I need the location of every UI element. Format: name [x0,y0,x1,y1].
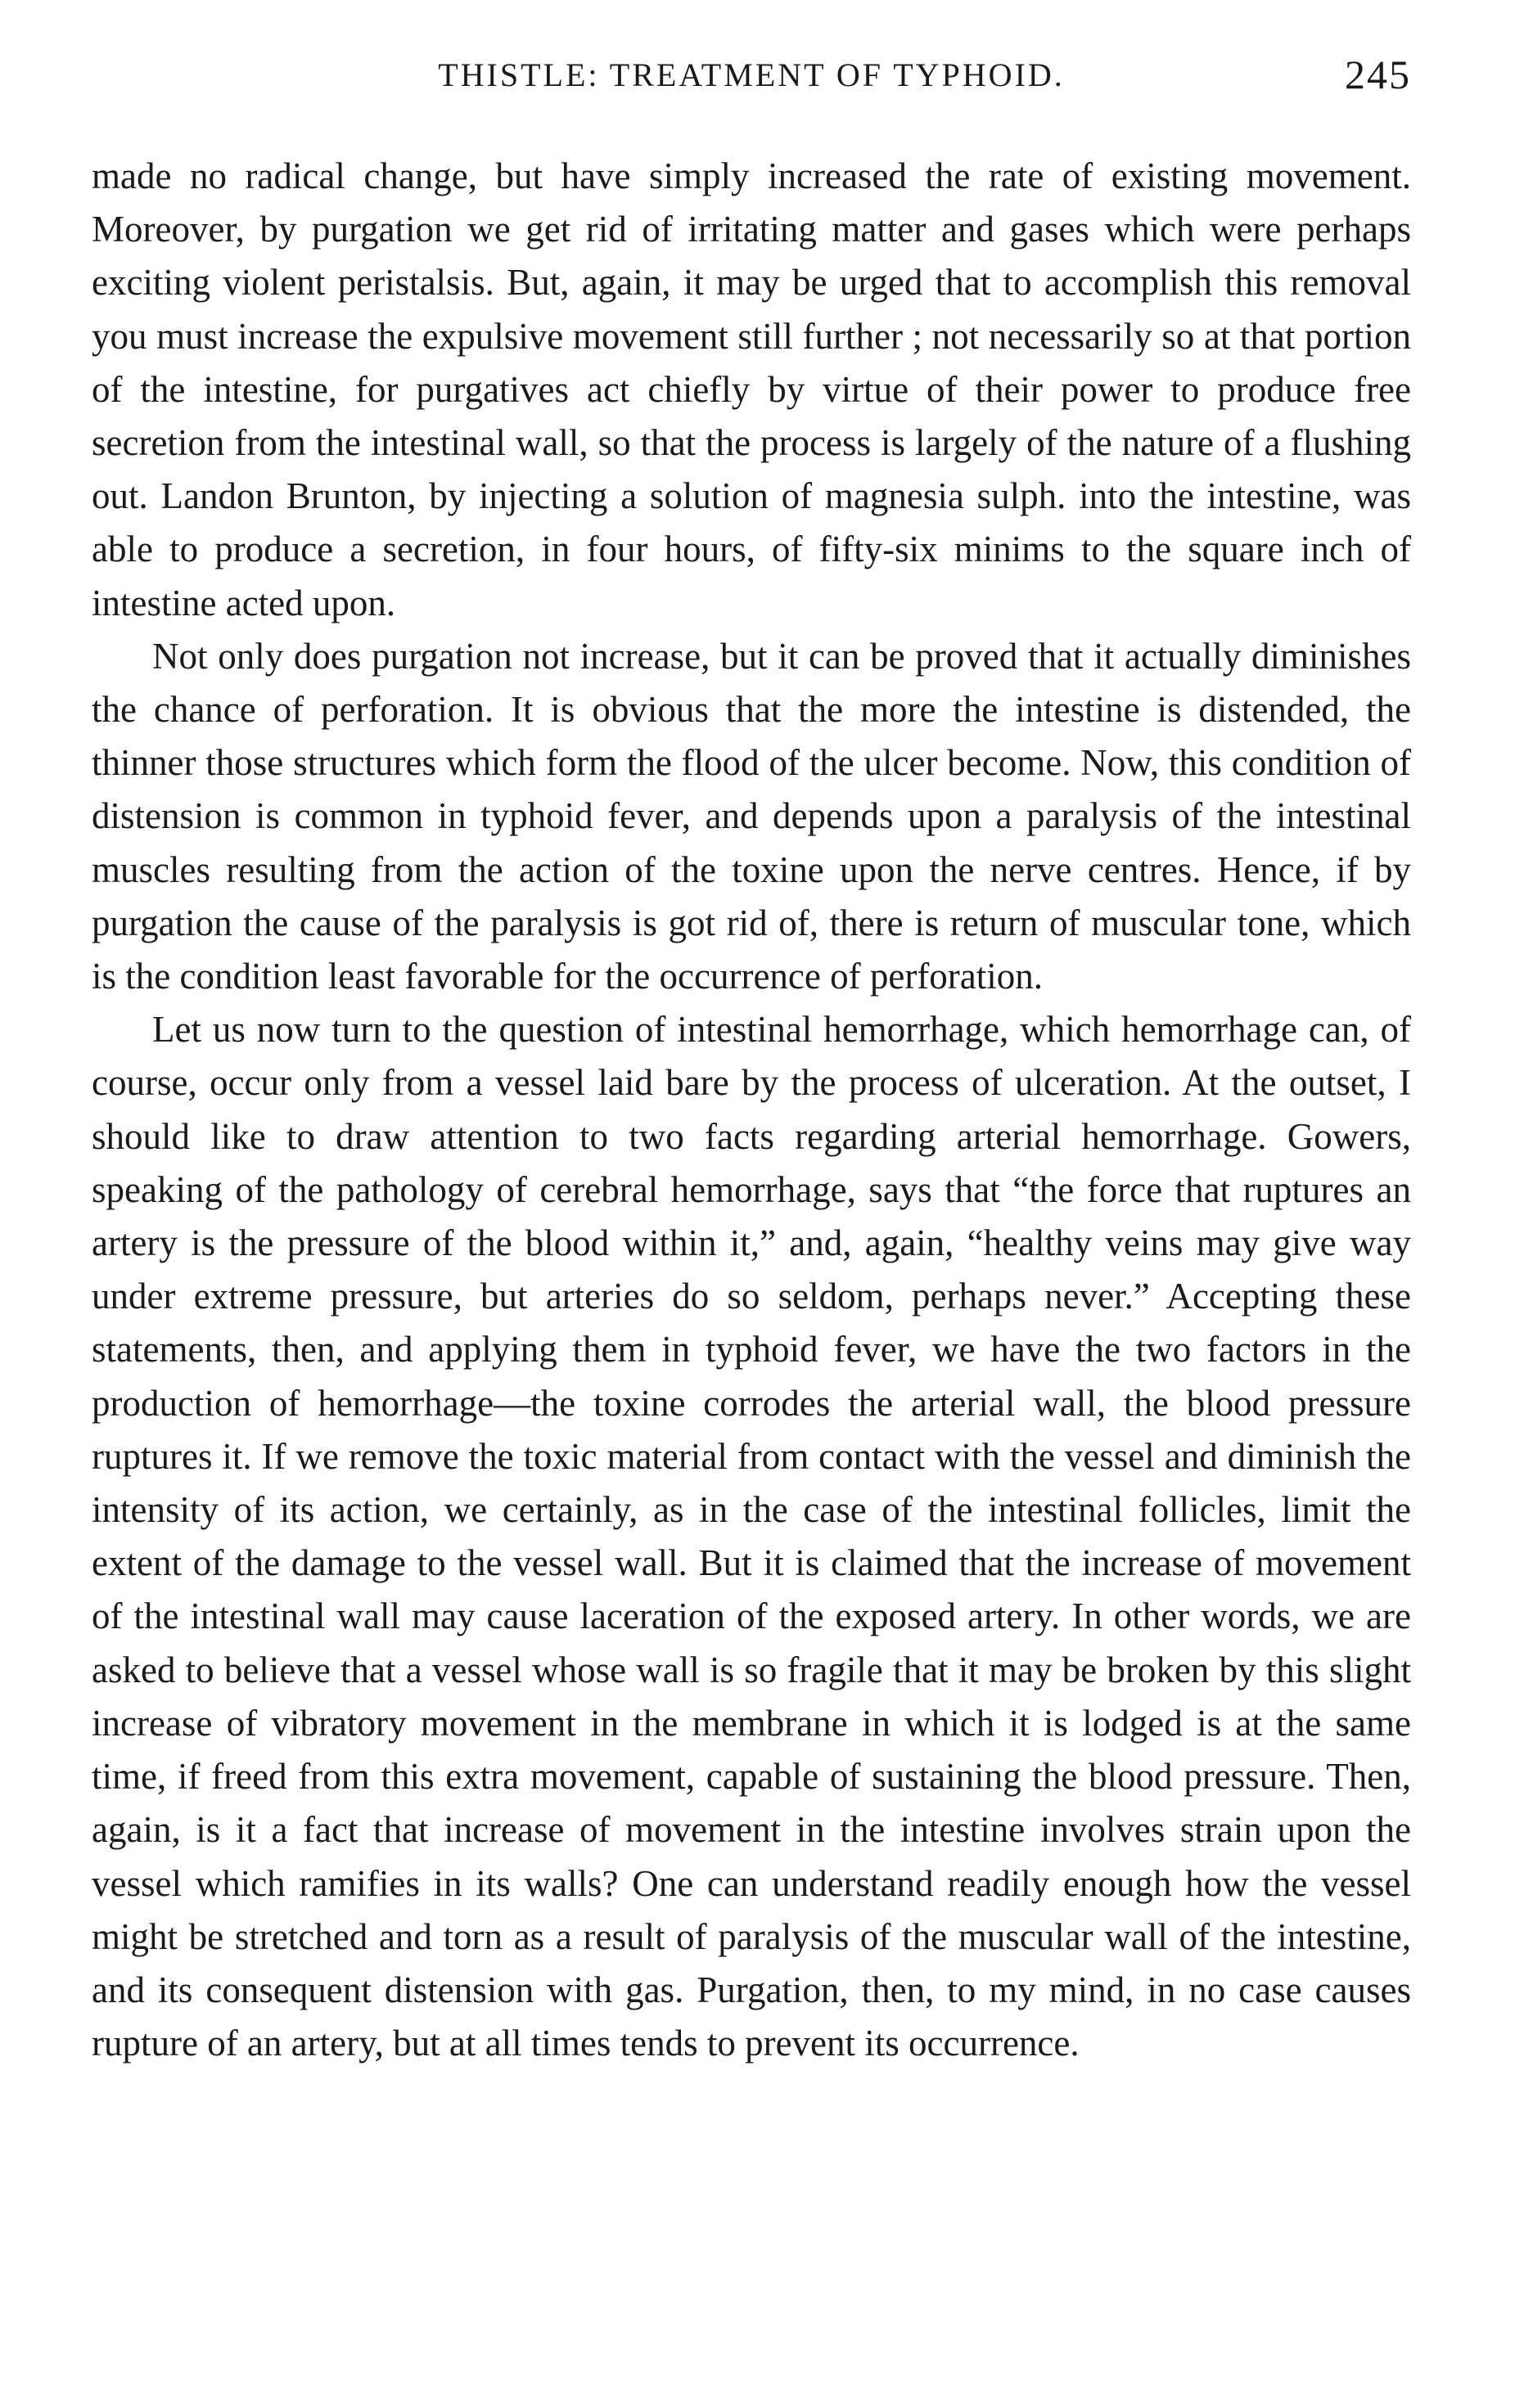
page-number: 245 [1345,52,1411,97]
running-head [92,51,1411,108]
body-text [92,150,1411,2070]
paragraph-perforation: Not only does purgation not increase, but it can be proved that it actually diminishes the chance of perforation. It is obvious that the more the intestine is distended, the thinner those structures which form the flood of the ulcer become. Now, this condition of distension is common in typhoid fever, and depends upon a paralysis of the intestinal muscles resulting from the action of the toxine upon the nerve centres. Hence, if by purgation the cause of the paralysis is got rid of, there is return of muscular tone, which is the condition least favorable for the occurrence of perforation. [92,635,1411,997]
paragraph-hemorrhage: Let us now turn to the question of intestinal hemorrhage, which hemorrhage can, of course, occur only from a vessel laid bare by the process of ulceration. At the outset, I should like to draw attention to two facts regarding arterial hemorrhage. Gowers, speaking of the pathology of cerebral hemorrhage, says that “the force that ruptures an artery is the pressure of the blood within it,” and, again, “healthy veins may give way under extreme pressure, but arteries do so seldom, perhaps never.” Accepting these statements, then, and applying them in typhoid fever, we have the two factors in the production of hemorrhage—the toxine corrodes the arterial wall, the blood pressure ruptures it. If we remove the toxic material from contact with the vessel and diminish the intensity of its action, we certainly, as in the case of the intestinal follicles, limit the extent of the damage to the vessel wall. But it is claimed that the increase of movement of the intestinal wall may cause laceration of the exposed artery. In other words, we are asked to believe that a vessel whose wall is so fragile that it may be broken by this slight increase of vibratory movement in the membrane in which it is lodged is at the same time, if freed from this extra movement, capable of sustaining the blood pressure. Then, again, is it a fact that increase of movement in the intestine involves strain upon the vessel which ramifies in its walls? One can understand readily enough how the vessel might be stretched and torn as a result of paralysis of the muscular wall of the intestine, and its consequent distension with gas. Purgation, then, to my mind, in no case causes rupture of an artery, but at all times tends to prevent its occurrence. [92,1009,1411,2064]
paragraph-continued: made no radical change, but have simply increased the rate of existing movement. Moreover, by purgation we get rid of irritating matter and gases which were perhaps exciting violent peristalsis. But, again, it may be urged that to accomplish this removal you must increase the expulsive movement still further ; not necessarily so at that portion of the intestine, for purgatives act chiefly by virtue of their power to produce free secretion from the intestinal wall, so that the process is largely of the nature of a flushing out. Landon Brunton, by injecting a solution of magnesia sulph. into the intestine, was able to produce a secretion, in four hours, of fifty-six minims to the square inch of intestine acted upon. [92,155,1411,623]
running-title: THISTLE: TREATMENT OF TYPHOID. [438,56,1065,93]
